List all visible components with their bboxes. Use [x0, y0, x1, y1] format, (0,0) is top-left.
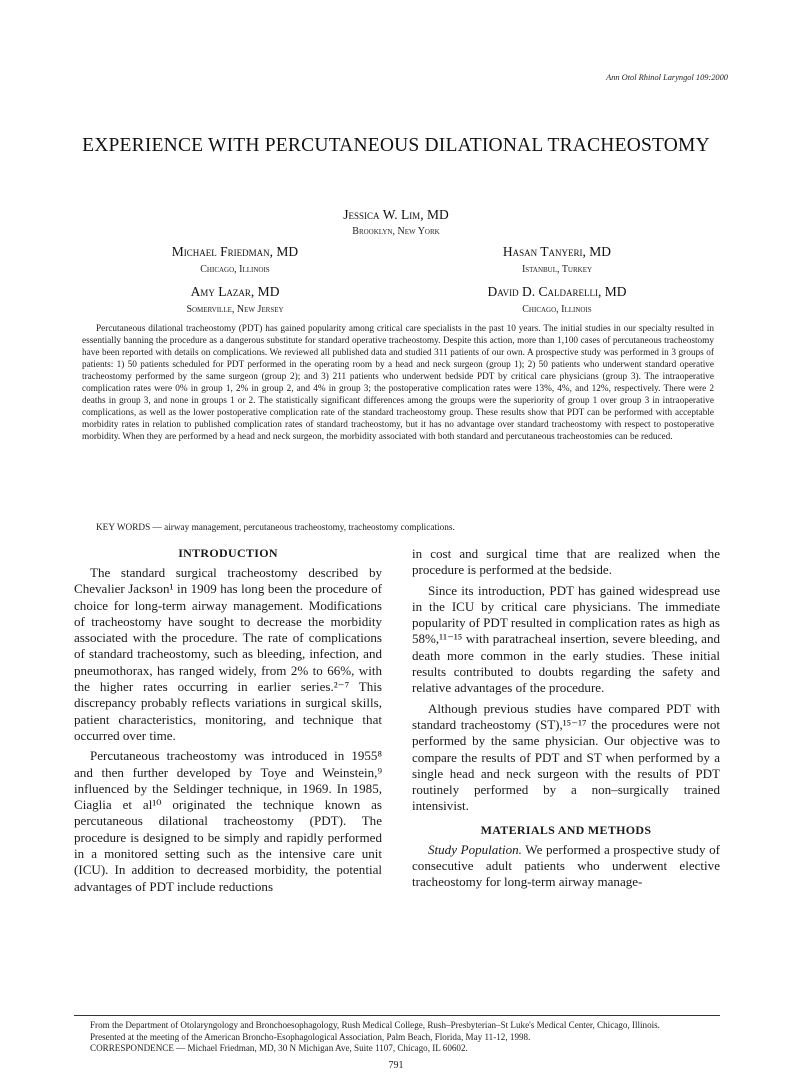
keywords: KEY WORDS — airway management, percutaneous tracheostomy, tracheostomy complications.: [96, 523, 455, 533]
abstract: Percutaneous dilational tracheostomy (PDT) has gained popularity among critical care specialists in the past 10 years. The initial studies in our specialty resulted in essentially banning the procedure as a dangerous substitute for standard operative tracheostomy. Despite this action, more than 1,100 cases of percutaneous tracheostomy have been reported with details on complications. We reviewed all published data and studied 311 patients of our own. A prospective study was performed in 3 groups of patients: 1) 50 patients scheduled for PDT performed in the operating room by a head and neck surgeon (group 1); 2) 50 patients who underwent standard operative tracheostomy performed by the same surgeon (group 2); and 3) 211 patients who underwent bedside PDT by critical care physicians (group 3). The intraoperative complication rates were 0% in group 1, 2% in group 2, and 4% in group 3; the postoperative complication rates were 13%, 4%, and 12%, respectively. There were 2 deaths in group 3, and none in groups 1 or 2. The statistically significant differences among the groups were the superiority of group 1 over group 3 in intraoperative complications, as well as the lower postoperative complication rate of the standard tracheostomy group. These results show that PDT can be performed with acceptable morbidity rates in relation to published complication rates of standard tracheostomy, but it has no advantage over standard tracheostomy with respect to postoperative morbidity. When they are performed by a head and neck surgeon, the morbidity associated with both standard and percutaneous tracheostomies can be reduced.: [82, 324, 714, 443]
subsection-heading: Study Population.: [428, 841, 522, 857]
article-title: EXPERIENCE WITH PERCUTANEOUS DILATIONAL TRACHEOSTOMY: [82, 135, 710, 156]
body-column-right: [412, 546, 720, 895]
footnote: From the Department of Otolaryngology and Bronchoesophagology, Rush Medical College, Rush–Presbyterian–St Luke's Medical Center, Chicago, Illinois.: [90, 1020, 660, 1030]
footnote-divider: [74, 1015, 720, 1016]
author-affiliation: Chicago, Illinois: [522, 304, 592, 315]
author-name: David D. Caldarelli, MD: [487, 284, 627, 299]
body-paragraph: The standard surgical tracheostomy described by Chevalier Jackson¹ in 1909 has long been the procedure of choice for long-term airway management. Modifications of tracheostomy have sought to decrease the morbidity associated with the procedure. The rate of complications of standard tracheostomy, such as bleeding, infection, and pneumothorax, has ranged widely, from 2% to 66%, with the higher rates occurring in earlier series.²⁻⁷ This discrepancy probably reflects variations in surgical skills, patient characteristics, monitoring, and technique that occurred over time.: [74, 565, 382, 743]
body-paragraph: Since its introduction, PDT has gained widespread use in the ICU by critical care physicians. The immediate popularity of PDT resulted in complication rates as high as 58%,¹¹⁻¹⁵ with paratracheal insertion, severe bleeding, and death more common in the early studies. These initial results contributed to doubts regarding the safety and relative advantages of the procedure.: [412, 582, 720, 696]
body-paragraph: Although previous studies have compared PDT with standard tracheostomy (ST),¹⁵⁻¹⁷ the procedures were not performed by the same physician. Our objective was to compare the results of PDT and ST when performed by a single head and neck surgeon with the results of PDT routinely performed by a non–surgically trained intensivist.: [412, 700, 720, 814]
footnotes: [80, 1020, 720, 1055]
author-name: Michael Friedman, MD: [171, 244, 299, 259]
author-name: Jessica W. Lim, MD: [343, 207, 449, 222]
author-name: Amy Lazar, MD: [190, 284, 280, 299]
body-column-left: [74, 546, 382, 899]
author-affiliation: Somerville, New Jersey: [186, 304, 284, 315]
author-affiliation: Istanbul, Turkey: [521, 264, 593, 275]
section-heading: INTRODUCTION: [178, 546, 278, 560]
page-number: 791: [388, 1060, 404, 1071]
section-heading: MATERIALS AND METHODS: [480, 822, 652, 837]
author-affiliation: Chicago, Illinois: [200, 264, 270, 275]
body-paragraph: in cost and surgical time that are realized when the procedure is performed at the bedside.: [412, 546, 720, 578]
body-paragraph: Percutaneous tracheostomy was introduced in 1955⁸ and then further developed by Toye and Weinstein,⁹ influenced by the Seldinger technique, in 1969. In 1985, Ciaglia et al¹⁰ originated the technique known as percutaneous dilational tracheostomy (PDT). The procedure is designed to be simply and rapidly performed in a monitored setting such as the intensive care unit (ICU). In addition to decreased morbidity, the potential advantages of PDT include reductions: [74, 748, 382, 894]
author-name: Hasan Tanyeri, MD: [502, 244, 612, 259]
footnote: Presented at the meeting of the American Broncho-Esophagological Association, Palm Beach, Florida, May 11-12, 1998.: [90, 1031, 531, 1042]
journal-citation: Ann Otol Rhinol Laryngol 109:2000: [606, 73, 728, 82]
paragraph-text: We performed a prospective study of consecutive adult patients who underwent elective tracheostomy for long-term airway manage-: [412, 841, 720, 890]
author-affiliation: Brooklyn, New York: [352, 226, 440, 237]
footnote: CORRESPONDENCE — Michael Friedman, MD, 30 N Michigan Ave, Suite 1107, Chicago, IL 60602.: [90, 1043, 468, 1054]
body-paragraph: [412, 842, 720, 891]
